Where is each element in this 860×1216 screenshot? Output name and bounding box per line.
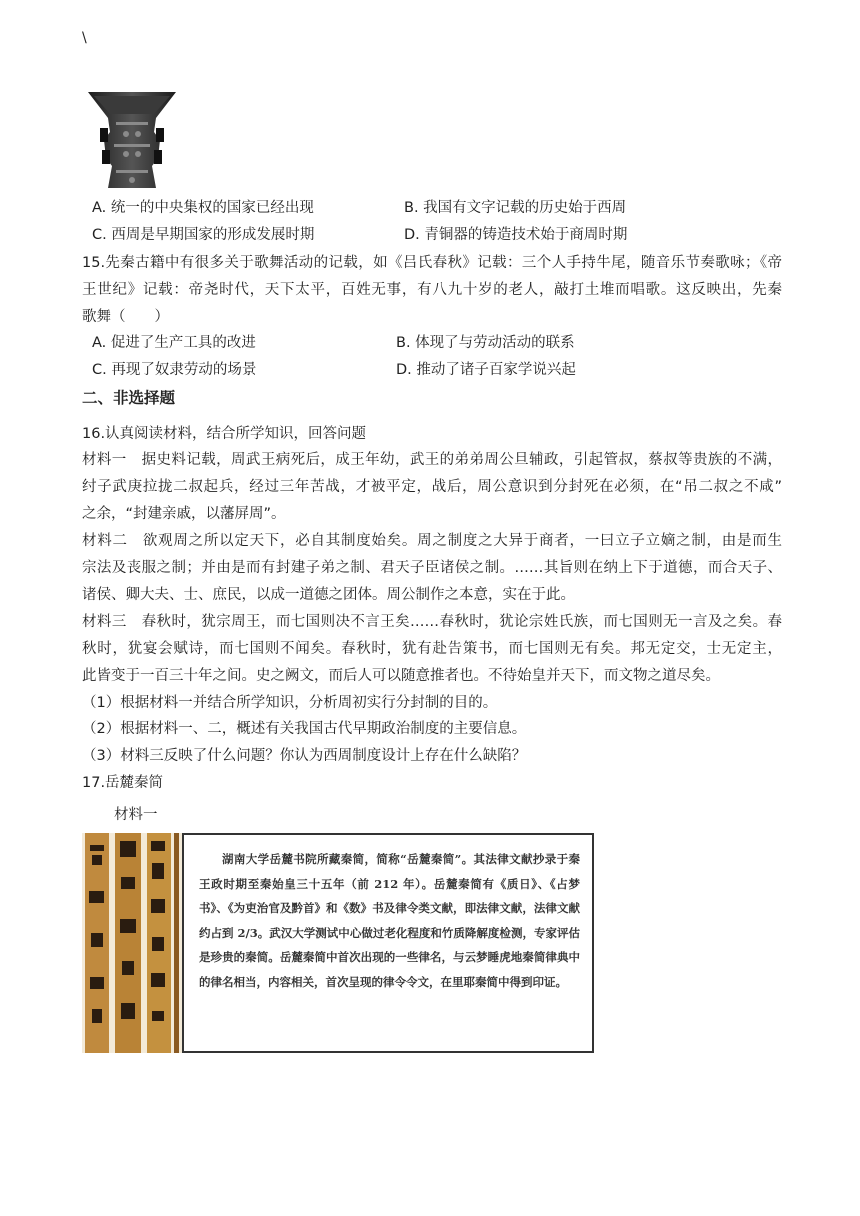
q14-option-c: C. 西周是早期国家的形成发展时期	[92, 227, 315, 243]
q16-material1-line: 之余，“封建亲戚，以藩屏周”。	[82, 506, 286, 522]
bamboo-slips-description-image	[182, 833, 594, 1053]
bamboo-slips-image	[82, 833, 182, 1053]
q14-option-a: A. 统一的中央集权的国家已经出现	[92, 200, 314, 216]
top-mark: \	[82, 30, 87, 46]
q15-option-b: B. 体现了与劳动活动的联系	[396, 335, 575, 351]
q16-material2-line: 宗法及丧服之制；并由是而有封建子弟之制、君天子臣诸侯之制。……其旨则在纳上下于道德，而合天子、	[82, 560, 782, 576]
q17-title: 17.岳麓秦简	[82, 775, 164, 791]
q15-stem-line: 15.先秦古籍中有很多关于歌舞活动的记载，如《吕氏春秋》记载：三个人手持牛尾，随音乐节奏歌咏；《帝	[82, 255, 782, 271]
section-title: 二、非选择题	[82, 389, 176, 407]
q14-option-b: B. 我国有文字记载的历史始于西周	[404, 200, 627, 216]
q14-option-d: D. 青铜器的铸造技术始于商周时期	[404, 227, 628, 243]
q16-material2-line: 材料二 欲观周之所以定天下，必自其制度始矣。周之制度之大异于商者，一曰立子立嫡之制，由是而生	[82, 533, 782, 549]
q16-subquestion-1: （1）根据材料一并结合所学知识，分析周初实行分封制的目的。	[82, 695, 498, 711]
q16-material2-line: 诸侯、卿大夫、士、庶民，以成一道德之团体。周公制作之本意，实在于此。	[82, 587, 575, 603]
q16-stem: 16.认真阅读材料，结合所学知识，回答问题	[82, 426, 367, 442]
q15-stem-line: 歌舞（ ）	[82, 309, 169, 325]
q16-material3-line: 秋时，犹宴会赋诗，而七国则不闻矣。春秋时，犹有赴告策书，而七国则无有矣。邦无定交，士无定主，	[82, 641, 782, 657]
q16-material3-line: 材料三 春秋时，犹宗周王，而七国则决不言王矣……春秋时，犹论宗姓氏族，而七国则无一言及之矣。春	[82, 614, 782, 630]
q15-option-c: C. 再现了奴隶劳动的场景	[92, 362, 257, 378]
q15-option-a: A. 促进了生产工具的改进	[92, 335, 256, 351]
q16-material1-line: 纣子武庚拉拢二叔起兵，经过三年苦战，才被平定，战后，周公意识到分封死在必须，在“吊二叔之不咸”	[82, 479, 782, 495]
q16-subquestion-2: （2）根据材料一、二，概述有关我国古代早期政治制度的主要信息。	[82, 721, 527, 737]
slips-description-text: 湖南大学岳麓书院所藏秦简，简称“岳麓秦简”。其法律文献抄录于秦王政时期至秦始皇三十五年（前 212 年）。岳麓秦简有《质日》、《占梦书》、《为吏治官及黔首》和《数》书及律令类文献，即法律文献，法律文献约占到 2/3。武汉大学测试中心做过老化程度和竹质降解度检测，专家评估是珍贵的秦简。岳麓秦简中首次出现的一些律名，与云梦睡虎地秦简律典中的律名相当，内容相关，首次呈现的律令令文，在里耶秦简中得到印证。	[199, 852, 580, 989]
q15-stem-line: 王世纪》记载：帝尧时代，天下太平，百姓无事，有八九十岁的老人，敲打土堆而唱歌。这反映出，先秦	[82, 282, 782, 298]
bronze-zun-vessel-image	[86, 88, 178, 194]
q16-material3-line: 此皆变于一百三十年之间。史之阙文，而后人可以随意推者也。不待始皇并天下，而文物之道尽矣。	[82, 668, 720, 684]
q16-subquestion-3: （3）材料三反映了什么问题？你认为西周制度设计上存在什么缺陷？	[82, 748, 527, 764]
q16-material1-line: 材料一 据史料记载，周武王病死后，成王年幼，武王的弟弟周公旦辅政，引起管叔，蔡叔等贵族的不满，	[82, 452, 782, 468]
q17-material-label: 材料一	[114, 807, 158, 823]
q15-option-d: D. 推动了诸子百家学说兴起	[396, 362, 576, 378]
